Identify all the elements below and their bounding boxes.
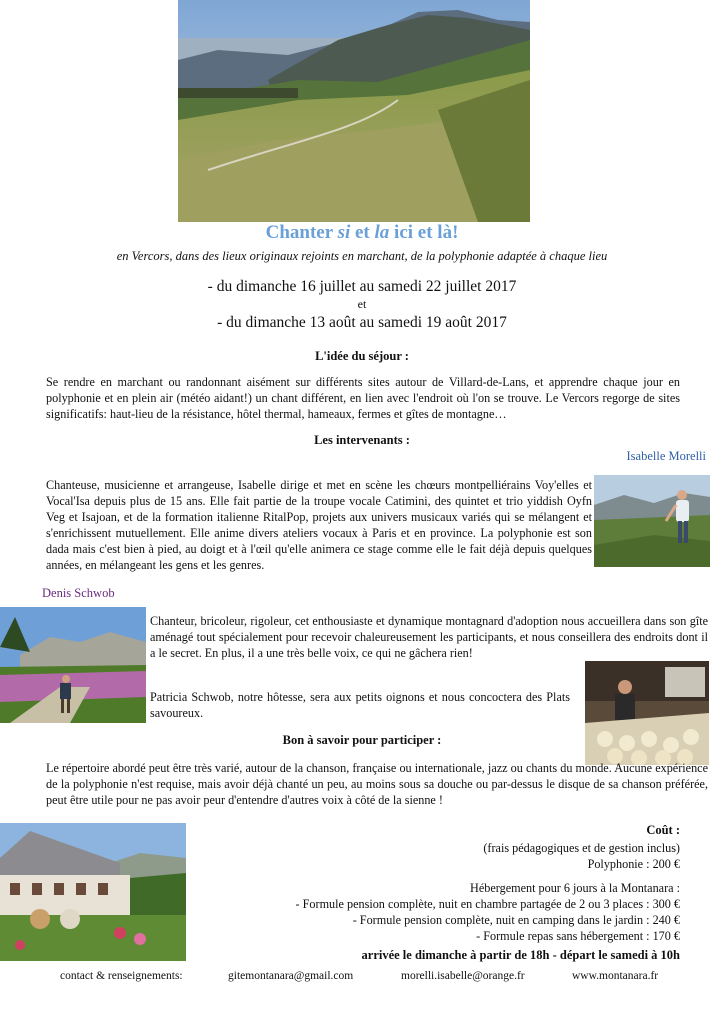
hebergement-option-2: - Formule pension complète, nuit en camping dans le jardin : 240 € (352, 913, 680, 927)
contact-website[interactable]: www.montanara.fr (572, 970, 659, 982)
contact-label: contact & renseignements: (60, 970, 183, 982)
isabelle-name: Isabelle Morelli (626, 449, 706, 463)
denis-photo (0, 607, 146, 723)
page-title: Chanter si et la ici et là! (265, 222, 459, 243)
contact-email-gite[interactable]: gitemontanara@gmail.com (228, 970, 354, 982)
section-heading-intervenants: Les intervenants : (314, 433, 410, 447)
cout-polyphonie: Polyphonie : 200 € (587, 857, 680, 871)
cout-heading: Coût : (646, 823, 680, 837)
kitchen-photo (585, 661, 709, 765)
landscape-photo (178, 0, 530, 222)
contact-email-isabelle[interactable]: morelli.isabelle@orange.fr (401, 970, 525, 982)
hebergement-option-3: - Formule repas sans hébergement : 170 € (476, 929, 680, 943)
denis-bio: Chanteur, bricoleur, rigoleur, cet enthousiaste et dynamique montagnard d'adoption nous accueillera dans son gîte aménagé tout spécialement pour recevoir chaleureusement les participants, et nous conseillera des endroits dont il a le secret. En plus, il a une très belle voix, ce qui ne gâchera rien! (150, 614, 708, 660)
date-july: - du dimanche 16 juillet au samedi 22 juillet 2017 (207, 278, 517, 295)
arrivee-depart: arrivée le dimanche à partir de 18h - départ le samedi à 10h (361, 948, 680, 962)
idee-text: Se rendre en marchant ou randonnant aisément sur différents sites autour de Villard-de-Lans, et apprendre chaque jour en polyphonie et en plein air (météo aidant!) un chant différent, en lien avec l'endroit où l'on se trouve. Le Vercors regorge de sites significatifs: haut-lieu de la résistance, hôtel thermal, hameaux, fermes et gîtes de montagne… (46, 375, 680, 421)
cout-note: (frais pédagogiques et de gestion inclus) (483, 841, 680, 855)
section-heading-bon-a-savoir: Bon à savoir pour participer : (282, 733, 442, 747)
section-heading-idee: L'idée du séjour : (315, 349, 409, 363)
isabelle-photo (594, 475, 710, 567)
date-august: - du dimanche 13 août au samedi 19 août 2017 (217, 314, 507, 331)
hebergement-title: Hébergement pour 6 jours à la Montanara : (470, 881, 680, 895)
patricia-text: Patricia Schwob, notre hôtesse, sera aux petits oignons et nous concoctera des Plats savoureux. (150, 690, 570, 720)
subtitle: en Vercors, dans des lieux originaux rejoints en marchant, de la polyphonie adaptée à chaque lieu (116, 249, 608, 263)
denis-name: Denis Schwob (42, 586, 115, 600)
date-connector: et (357, 297, 367, 311)
house-photo (0, 823, 186, 961)
bon-text: Le répertoire abordé peut être très varié, autour de la chanson, française ou internationale, jazz ou chants du monde. Aucune expérience de la polyphonie n'est requise, mais avoir déjà chanté un peu, au moins sous sa douche ou par-dessus le disque de sa chanson préférée, peut être utile pour ne pas avoir peur d'entendre d'autres voix à côté de la sienne ! (46, 761, 708, 807)
hebergement-option-1: - Formule pension complète, nuit en chambre partagée de 2 ou 3 places : 300 € (295, 897, 680, 911)
isabelle-bio: Chanteuse, musicienne et arrangeuse, Isabelle dirige et met en scène les chœurs montpelliérains Voy'elles et Vocal'Isa depuis plus de 15 ans. Elle fait partie de la troupe vocale Catimini, des quintet et trio yiddish Oyfn Veg et Isajoan, et de la formation italienne RitalPop, projets aux univers musicaux variés qui se mélangent et s'enrichissent mutuellement. Elle anime divers ateliers vocaux à Paris et en province. La polyphonie est son dada mais c'est bien à pied, au doigt et à l'œil qu'elle animera ce stage comme elle le fait déjà depuis quelques années, en mélangeant les gens et les genres. (46, 478, 592, 572)
